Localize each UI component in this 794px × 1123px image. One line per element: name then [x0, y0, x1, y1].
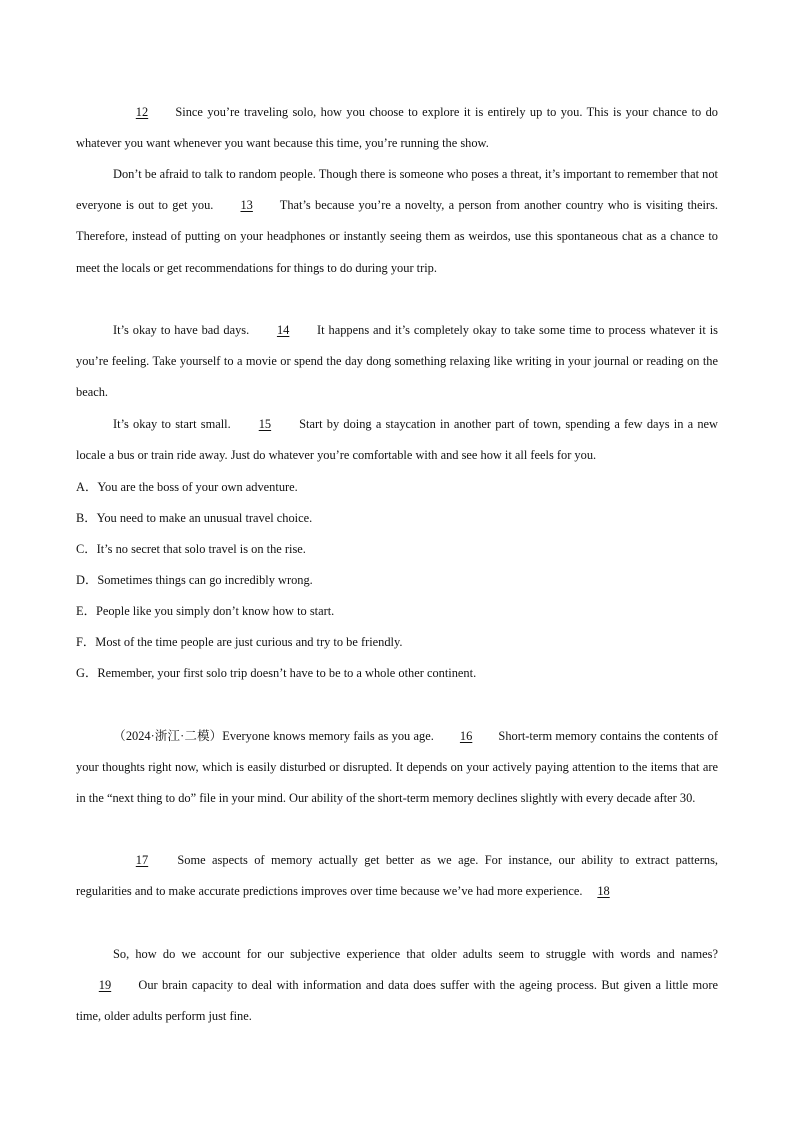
option-letter: A．	[76, 480, 98, 494]
source-label: （2024·浙江·二模）	[113, 729, 223, 743]
option-text: It’s no secret that solo travel is on the rise.	[96, 542, 306, 556]
option-letter: B．	[76, 511, 97, 525]
paragraph-text: Our brain capacity to deal with information and data does suffer with the ageing process. But given a little more time, older adults perform just fine.	[76, 978, 718, 1024]
paragraph-text: It happens and it’s completely okay to take some time to process whatever it is you’re feeling. Take yourself to a movie or spend the day dong something relaxing like writing in your journal or reading on the beach.	[76, 323, 718, 400]
paragraph-text: Start by doing a staycation in another part of town, spending a few days in a new locale a bus or train ride away. Just do whatever you’re comfortable with and see how it all feels for you.	[76, 417, 718, 463]
paragraph-text: Short-term memory contains the contents of your thoughts right now, which is easily disturbed or disrupted. It depends on your actively paying attention to the items that are in the “next thing to do” file in your mind. Our ability of the short-term memory declines slightly with every decade after 30.	[76, 729, 718, 806]
passage2-paragraph-2	[76, 845, 718, 907]
blank-12[interactable]: 12	[135, 105, 149, 119]
blank-18[interactable]: 18	[597, 884, 610, 899]
paragraph-text: Everyone knows memory fails as you age.	[222, 729, 438, 743]
passage2-paragraph-1	[76, 721, 718, 815]
option-e	[76, 601, 718, 621]
option-letter: G．	[76, 666, 98, 680]
option-letter: F．	[76, 635, 96, 649]
paragraph-text: That’s because you’re a novelty, a person from another country who is visiting theirs. Therefore, instead of putting on your headphones or instantly seeing them as weirdos, use this spontaneous chat as a chance to meet the locals or get recommendations for things to do during your trip.	[76, 198, 718, 275]
option-text: Sometimes things can go incredibly wrong.	[97, 573, 313, 587]
option-b	[76, 508, 718, 528]
option-text: People like you simply don’t know how to start.	[95, 604, 335, 618]
option-g	[76, 663, 718, 683]
option-text: You are the boss of your own adventure.	[97, 480, 298, 494]
paragraph-text: Since you’re traveling solo, how you choose to explore it is entirely up to you. This is your chance to do whatever you want whenever you want because this time, you’re running the show.	[76, 105, 718, 151]
passage1-paragraph-4	[76, 409, 718, 471]
paragraph-text: It’s okay to have bad days.	[113, 323, 254, 337]
passage2-paragraph-3	[76, 939, 718, 1033]
blank-17[interactable]: 17	[135, 853, 149, 867]
option-c	[76, 539, 718, 559]
option-text: Remember, your first solo trip doesn’t have to be to a whole other continent.	[97, 666, 477, 680]
option-a	[76, 477, 718, 497]
option-letter: E．	[76, 604, 96, 618]
paragraph-text: So, how do we account for our subjective experience that older adults seem to struggle with words and names?	[113, 947, 718, 961]
passage1-paragraph-3	[76, 315, 718, 409]
blank-14[interactable]: 14	[276, 323, 290, 337]
blank-19[interactable]: 19	[98, 978, 112, 993]
option-d	[76, 570, 718, 590]
blank-16[interactable]: 16	[459, 729, 473, 743]
paragraph-text: Don’t be afraid to talk to random people. Though there is someone who poses a threat, it’s important to remember that not everyone is out to get you.	[76, 167, 718, 213]
option-text: Most of the time people are just curious and try to be friendly.	[95, 635, 403, 649]
paragraph-text: It’s okay to start small.	[113, 417, 235, 431]
option-letter: C．	[76, 542, 97, 556]
option-text: You need to make an unusual travel choice.	[96, 511, 313, 525]
blank-15[interactable]: 15	[258, 417, 272, 431]
option-f	[76, 632, 718, 652]
passage1-paragraph-2	[76, 159, 718, 284]
blank-13[interactable]: 13	[240, 198, 253, 213]
passage1-paragraph-1	[76, 97, 718, 159]
option-letter: D．	[76, 573, 98, 587]
paragraph-text: Some aspects of memory actually get better as we age. For instance, our ability to extract patterns, regularities and to make accurate predictions improves over time because we’ve had more experience.	[76, 853, 718, 899]
